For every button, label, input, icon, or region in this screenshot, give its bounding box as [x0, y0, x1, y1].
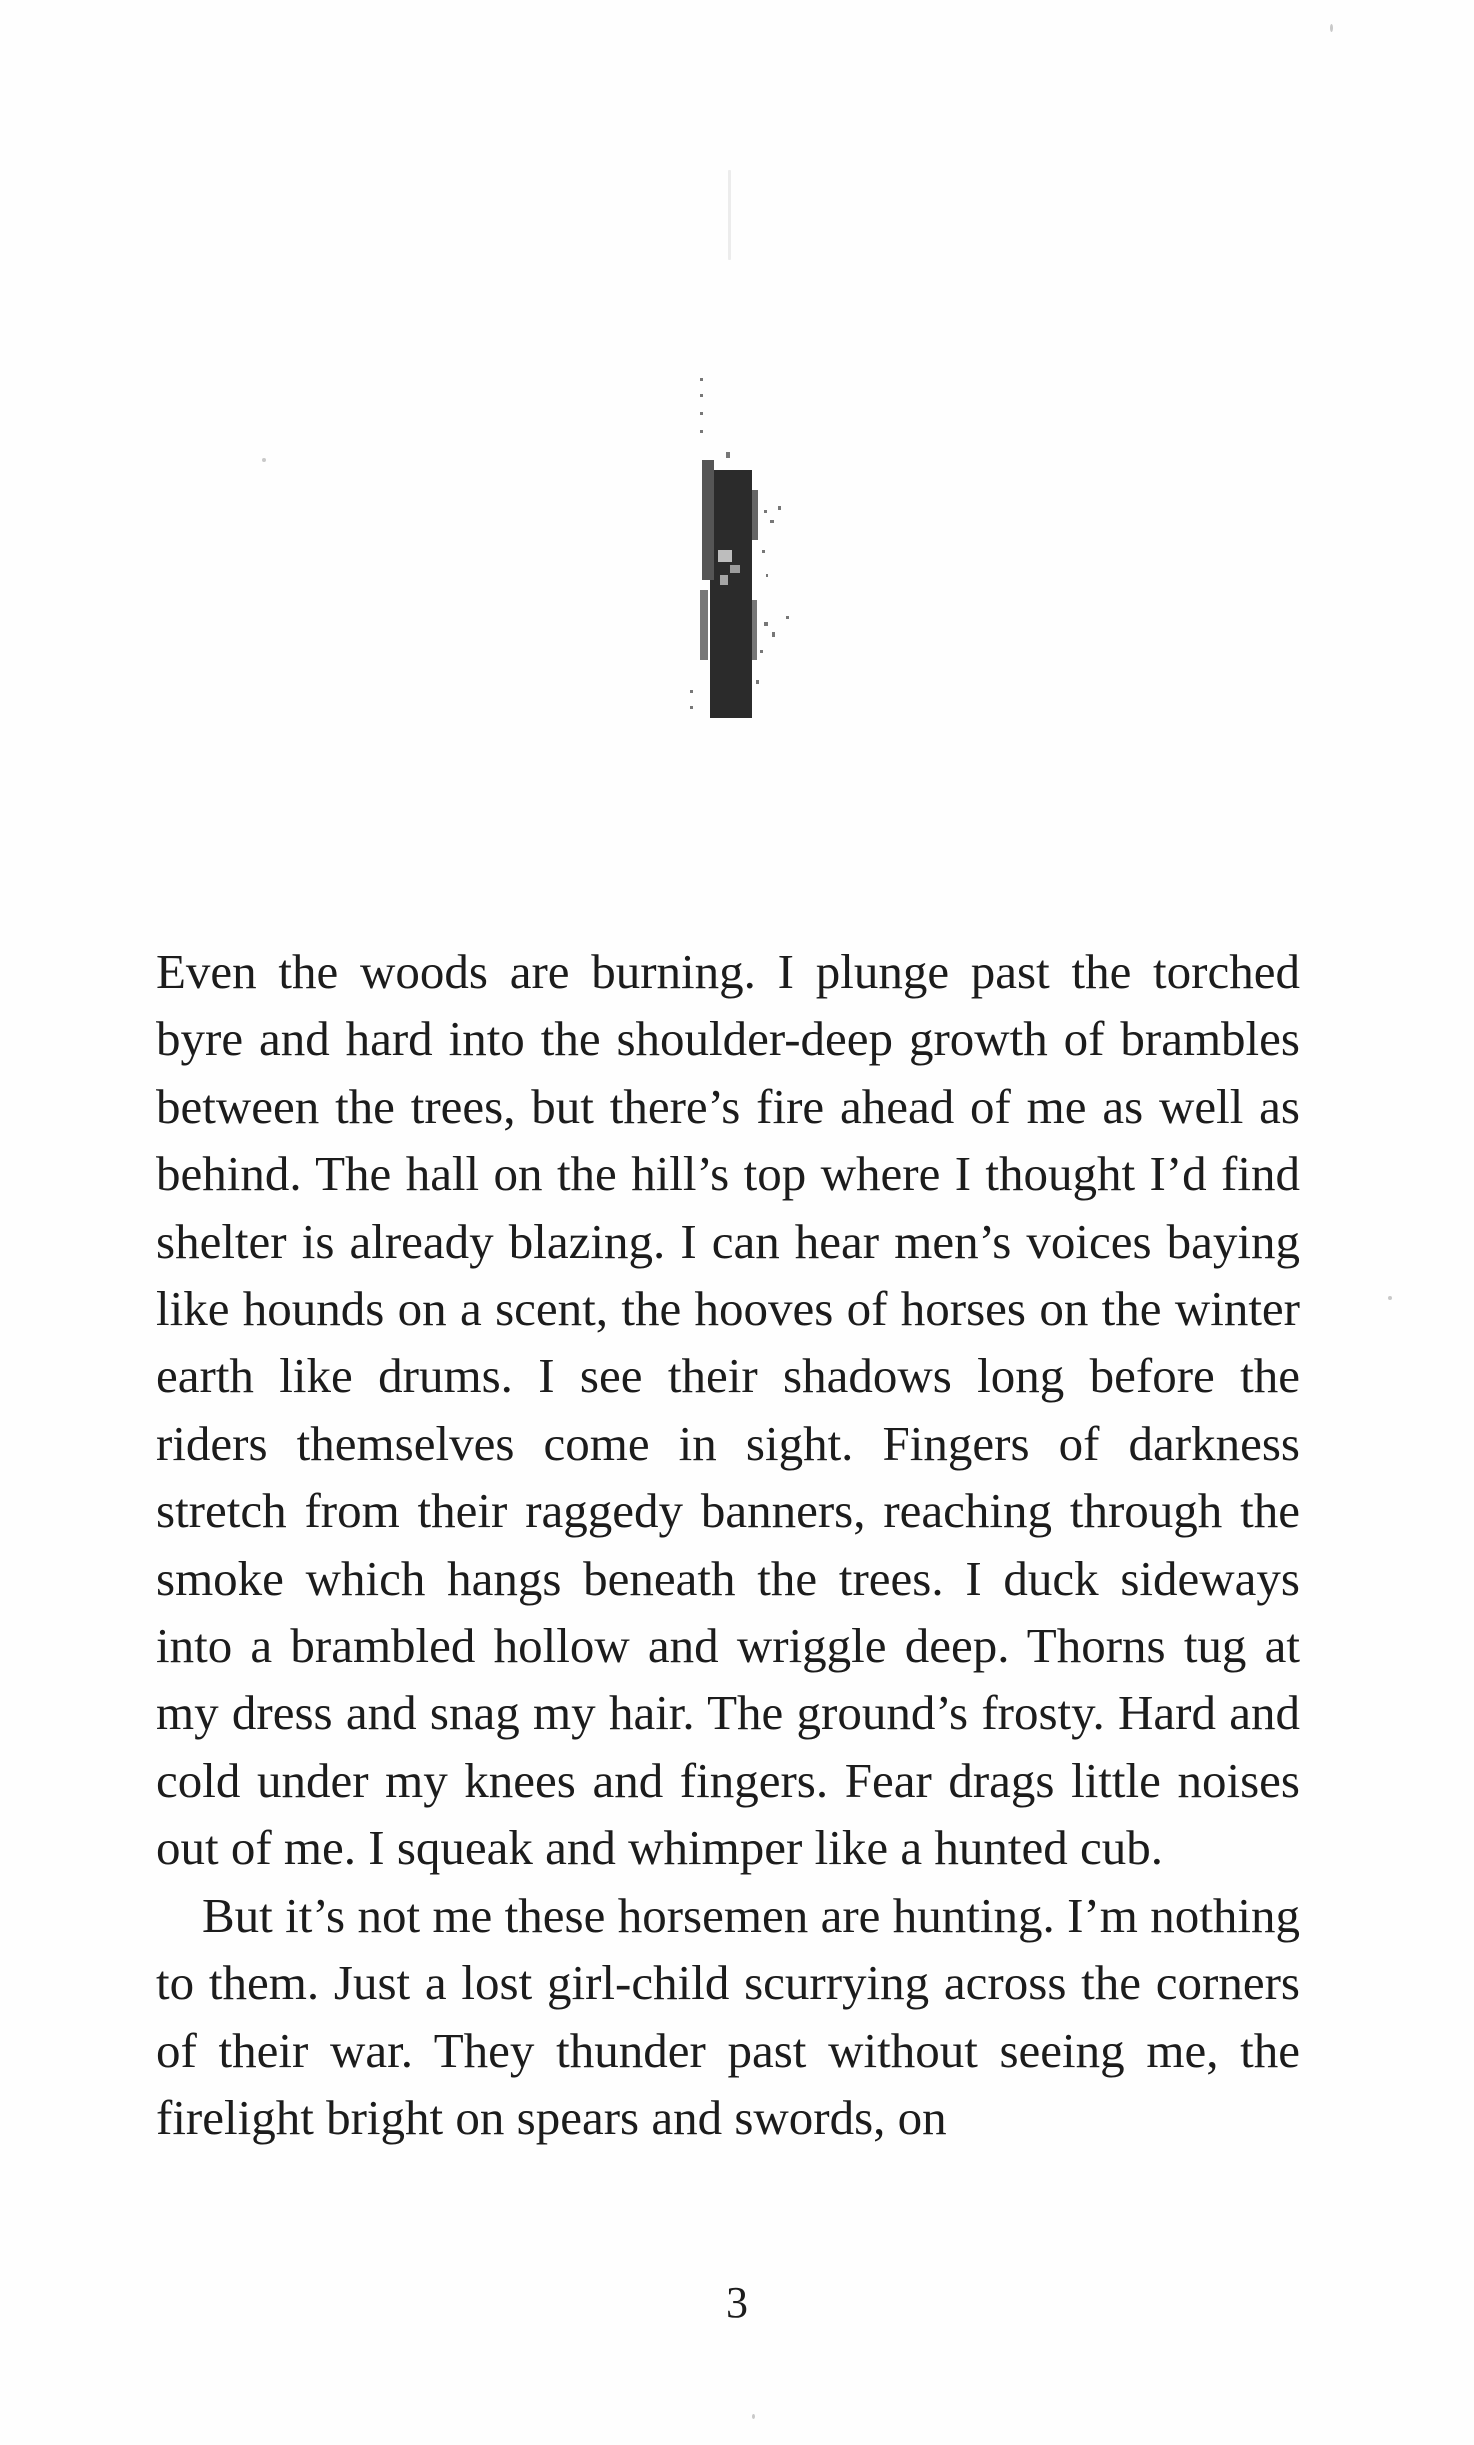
paper-speck [1388, 1296, 1392, 1300]
paper-speck [262, 458, 266, 462]
chapter-number-icon [660, 360, 820, 720]
paper-speck [1330, 24, 1333, 32]
body-text [156, 938, 1300, 2151]
paragraph-1: Even the woods are burning. I plunge past the torched byre and hard into the shoulder-deep growth of brambles between the trees, but there’s fire ahead of me as well as behind. The hall on the hill’s top where I thought I’d find shelter is already blazing. I can hear men’s voices baying like hounds on a scent, the hooves of horses on the winter earth like drums. I see their shadows long before the riders themselves come in sight. Fingers of darkness stretch from their raggedy banners, reaching through the smoke which hangs beneath the trees. I duck sideways into a brambled hollow and wriggle deep. Thorns tug at my dress and snag my hair. The ground’s frosty. Hard and cold under my knees and fingers. Fear drags little noises out of me. I squeak and whimper like a hunted cub. [156, 944, 1300, 1876]
paper-speck [752, 2414, 755, 2419]
chapter-numeral-bar [700, 460, 758, 718]
paper-speck [728, 170, 731, 260]
paragraph-2: But it’s not me these horsemen are hunting. I’m nothing to them. Just a lost girl-child scurrying across the corners of their war. They thunder past without seeing me, the firelight bright on spears and swords, on [156, 1887, 1300, 2145]
page-number: 3 [726, 2278, 748, 2327]
